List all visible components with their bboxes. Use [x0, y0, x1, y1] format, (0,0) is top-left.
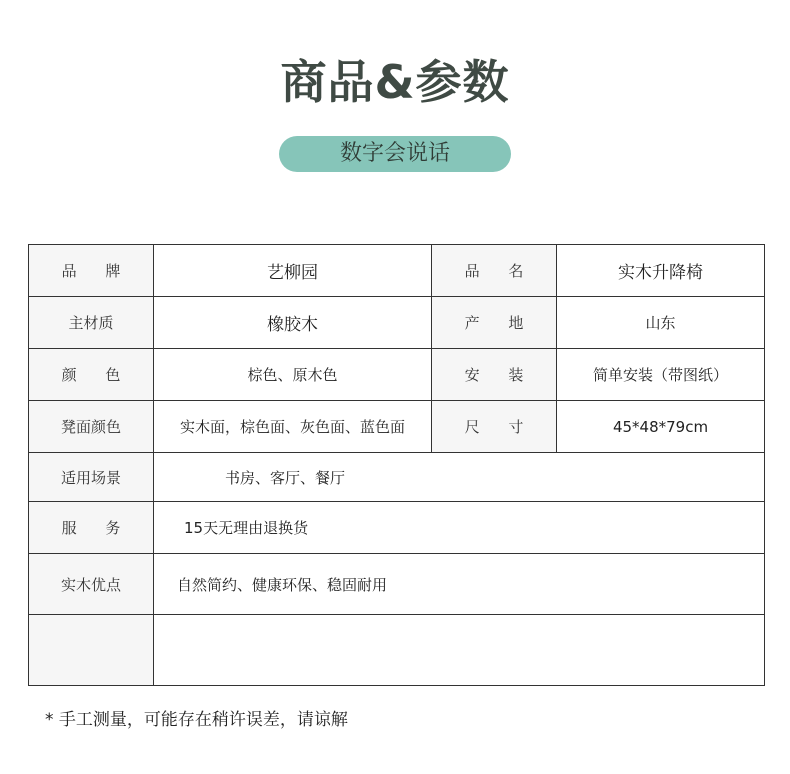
product-name-value: 实木升降椅	[557, 245, 765, 297]
service-label: 服 务	[29, 502, 154, 554]
spec-table	[28, 244, 765, 686]
table-row	[29, 554, 765, 615]
material-value: 橡胶木	[154, 297, 432, 349]
color-label: 颜 色	[29, 349, 154, 401]
product-name-label: 品 名	[432, 245, 557, 297]
subtitle-badge: 数字会说话	[279, 136, 511, 172]
table-row	[29, 349, 765, 401]
table-row	[29, 615, 765, 686]
scene-label: 适用场景	[29, 453, 154, 502]
size-value: 45*48*79cm	[557, 401, 765, 453]
brand-value: 艺柳园	[154, 245, 432, 297]
origin-label: 产 地	[432, 297, 557, 349]
brand-label: 品 牌	[29, 245, 154, 297]
seat-color-value: 实木面，棕色面、灰色面、蓝色面	[154, 401, 432, 453]
page-title: 商品&参数	[280, 55, 510, 109]
material-label: 主材质	[29, 297, 154, 349]
color-value: 棕色、原木色	[154, 349, 432, 401]
seat-color-label: 凳面颜色	[29, 401, 154, 453]
empty-label	[29, 615, 154, 686]
advantage-value: 自然简约、健康环保、稳固耐用	[154, 554, 765, 615]
table-row	[29, 453, 765, 502]
size-label: 尺 寸	[432, 401, 557, 453]
install-label: 安 装	[432, 349, 557, 401]
scene-value: 书房、客厅、餐厅	[154, 453, 765, 502]
table-row	[29, 401, 765, 453]
footnote: * 手工测量，可能存在稍许误差，请谅解	[45, 710, 348, 730]
table-row	[29, 297, 765, 349]
table-row	[29, 502, 765, 554]
install-value: 简单安装（带图纸）	[557, 349, 765, 401]
table-row	[29, 245, 765, 297]
empty-value	[154, 615, 765, 686]
origin-value: 山东	[557, 297, 765, 349]
service-value: 15天无理由退换货	[154, 502, 765, 554]
advantage-label: 实木优点	[29, 554, 154, 615]
